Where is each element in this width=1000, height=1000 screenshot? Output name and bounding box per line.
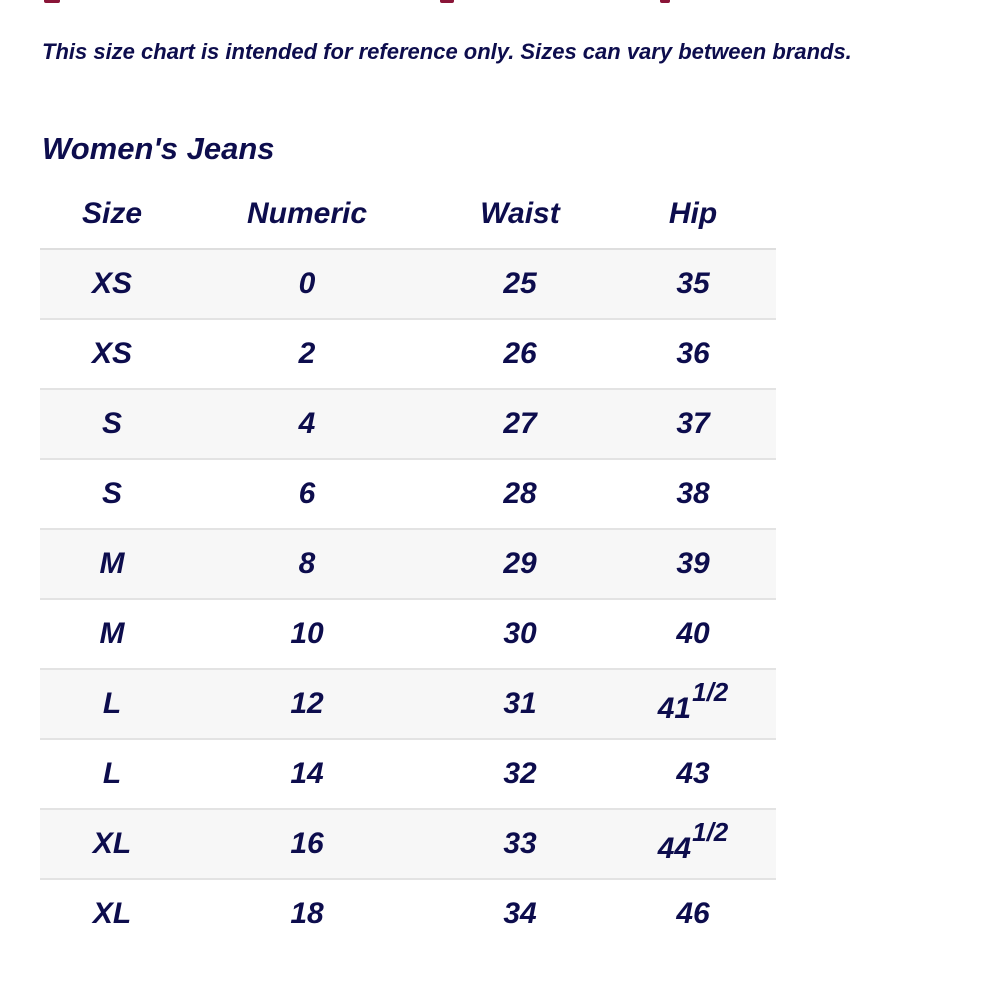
cell-size [40, 879, 184, 948]
cell-hip-value: 39 [676, 547, 710, 580]
cell-waist [430, 599, 610, 669]
cell-waist-value: 29 [503, 547, 537, 580]
cell-waist [430, 389, 610, 459]
cell-hip-value: 35 [676, 267, 710, 300]
table-row [40, 879, 776, 948]
cell-hip-value: 40 [676, 617, 710, 650]
cell-numeric [184, 809, 430, 879]
cell-size-value: M [99, 617, 125, 650]
cell-numeric-value: 0 [298, 267, 316, 300]
cell-hip [610, 529, 776, 599]
table-row [40, 529, 776, 599]
cell-hip [610, 879, 776, 948]
cell-numeric-value: 8 [298, 547, 316, 580]
cell-numeric [184, 879, 430, 948]
cell-numeric-value: 10 [290, 617, 324, 650]
cell-hip-value: 37 [676, 407, 710, 440]
cell-size [40, 319, 184, 389]
cell-waist [430, 739, 610, 809]
cell-hip-value: 36 [676, 337, 710, 370]
hip-fraction: 1/2 [692, 676, 729, 707]
cell-waist-value: 26 [503, 337, 537, 370]
cell-waist-value: 30 [503, 617, 537, 650]
column-header-hip: Hip [610, 180, 776, 249]
cell-numeric [184, 249, 430, 319]
cell-size [40, 389, 184, 459]
cell-hip [610, 389, 776, 459]
cell-numeric-value: 12 [290, 687, 324, 720]
cell-size [40, 459, 184, 529]
cell-size [40, 739, 184, 809]
cell-waist-value: 25 [503, 267, 537, 300]
cell-hip [610, 319, 776, 389]
cell-hip [610, 249, 776, 319]
cell-hip [610, 669, 776, 739]
column-header-waist: Waist [430, 180, 610, 249]
column-header-size: Size [40, 180, 184, 249]
cell-waist-value: 34 [503, 897, 537, 930]
cell-numeric-value: 6 [298, 477, 316, 510]
cell-size-value: S [101, 477, 122, 510]
cell-size-value: L [102, 757, 122, 790]
column-header-numeric: Numeric [184, 180, 430, 249]
cell-numeric [184, 669, 430, 739]
cell-waist [430, 669, 610, 739]
hip-fraction: 1/2 [692, 816, 729, 847]
cell-waist [430, 529, 610, 599]
size-chart-table [40, 180, 776, 948]
cell-hip-value: 38 [676, 477, 710, 510]
cell-hip-value: 44 [657, 831, 692, 865]
table-body [40, 249, 776, 948]
table-row [40, 459, 776, 529]
cropped-heading-strip [0, 0, 1000, 8]
cell-numeric [184, 319, 430, 389]
cell-size [40, 669, 184, 739]
cell-numeric [184, 459, 430, 529]
cell-numeric-value: 14 [290, 757, 324, 790]
cell-size [40, 249, 184, 319]
cell-size [40, 809, 184, 879]
cell-size-value: S [101, 407, 122, 440]
cell-size-value: XL [92, 827, 132, 860]
cell-hip [610, 459, 776, 529]
table-row [40, 669, 776, 739]
cell-size-value: XS [91, 267, 133, 300]
cell-waist-value: 27 [503, 407, 537, 440]
cell-numeric-value: 16 [290, 827, 324, 860]
cell-waist [430, 459, 610, 529]
table-row [40, 249, 776, 319]
cell-size-value: M [99, 547, 125, 580]
cell-numeric [184, 529, 430, 599]
cell-size-value: XL [92, 897, 132, 930]
table-row [40, 809, 776, 879]
cell-numeric [184, 739, 430, 809]
table-row [40, 319, 776, 389]
reference-note: This size chart is intended for reference only. Sizes can vary between brands. [42, 39, 852, 64]
cell-waist-value: 33 [503, 827, 537, 860]
cell-hip-value: 46 [676, 897, 710, 930]
cell-numeric-value: 2 [298, 337, 316, 370]
table-row [40, 389, 776, 459]
cell-hip [610, 599, 776, 669]
cell-size-value: XS [91, 337, 133, 370]
cell-hip-value: 41 [657, 691, 692, 725]
cell-numeric [184, 599, 430, 669]
cell-hip [610, 809, 776, 879]
cell-waist-value: 28 [503, 477, 537, 510]
cell-size [40, 599, 184, 669]
cell-numeric [184, 389, 430, 459]
cell-waist-value: 31 [503, 687, 537, 720]
cell-hip [610, 739, 776, 809]
cell-size [40, 529, 184, 599]
table-row [40, 599, 776, 669]
cell-waist [430, 809, 610, 879]
cell-size-value: L [102, 687, 122, 720]
cell-waist [430, 879, 610, 948]
cell-waist [430, 319, 610, 389]
cell-numeric-value: 18 [290, 897, 324, 930]
cell-waist [430, 249, 610, 319]
cell-waist-value: 32 [503, 757, 537, 790]
table-header-row [40, 180, 776, 249]
cell-hip-value: 43 [676, 757, 710, 790]
cell-numeric-value: 4 [298, 407, 316, 440]
table-row [40, 739, 776, 809]
section-title: Women's Jeans [42, 131, 275, 166]
